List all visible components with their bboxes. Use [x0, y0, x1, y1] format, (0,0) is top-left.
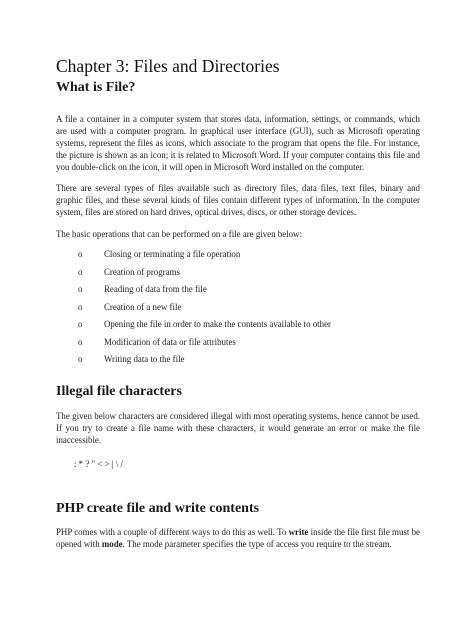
list-item: o Reading of data from the file: [78, 283, 420, 301]
illegal-chars-heading: Illegal file characters: [56, 383, 182, 399]
illegal-chars-list: : * ? " < > | \ /: [74, 458, 123, 469]
php-section-heading: PHP create file and write contents: [56, 500, 260, 516]
bullet-icon: o: [78, 301, 83, 312]
list-item: o Creation of a new file: [78, 301, 420, 319]
bullet-icon: o: [78, 319, 83, 329]
bullet-icon: o: [78, 266, 83, 277]
file-types-paragraph: There are several types of files available such as directory files, data files, text files, binary and graphic files, and these several kinds of files contain different types of information. In the computer system, files are stored on hard drives, optical drives, discs, or other storage devices.: [56, 183, 420, 217]
bullet-icon: o: [78, 336, 83, 347]
bullet-icon: o: [78, 354, 83, 364]
list-item: o Writing data to the file: [78, 353, 420, 371]
file-definition-paragraph: A file a container in a computer system that stores data, information, settings, or commands, which are used with a computer program. In graphical user interface (GUI), such as Microsoft operating systems, represent the files as icons, which associate to the program that opens the file. For instance, the picture is shown as an icon; it is related to Microsoft Word. If your computer contains this file and you double-click on the icon, it will open in Microsoft Word installed on the computer.: [56, 114, 420, 172]
write-keyword: write: [288, 526, 309, 537]
basic-operations-intro: The basic operations that can be performed on a file are given below:: [56, 229, 302, 239]
mode-keyword: mode: [101, 538, 123, 549]
operations-list: [56, 248, 420, 371]
bullet-icon: o: [78, 249, 83, 259]
list-item: o Modification of data or file attributes: [78, 336, 420, 354]
chapter-title: Chapter 3: Files and Directories: [56, 56, 280, 76]
list-item: o Creation of programs: [78, 266, 420, 284]
list-item: o Opening the file in order to make the contents available to other: [78, 318, 420, 336]
what-is-file-heading: What is File?: [56, 80, 136, 95]
bullet-icon: o: [78, 284, 83, 294]
list-item: o Closing or terminating a file operation: [78, 248, 420, 266]
illegal-chars-paragraph: The given below characters are considered illegal with most operating systems, hence cannot be used. If you try to create a file name with these characters, it would generate an error or make the file inaccessible.: [56, 410, 420, 445]
php-section-paragraph: PHP comes with a couple of different ways to do this as well. To write inside the file first file must be opened with mode. The mode parameter specifies the type of access you require to the stream.: [56, 526, 420, 549]
